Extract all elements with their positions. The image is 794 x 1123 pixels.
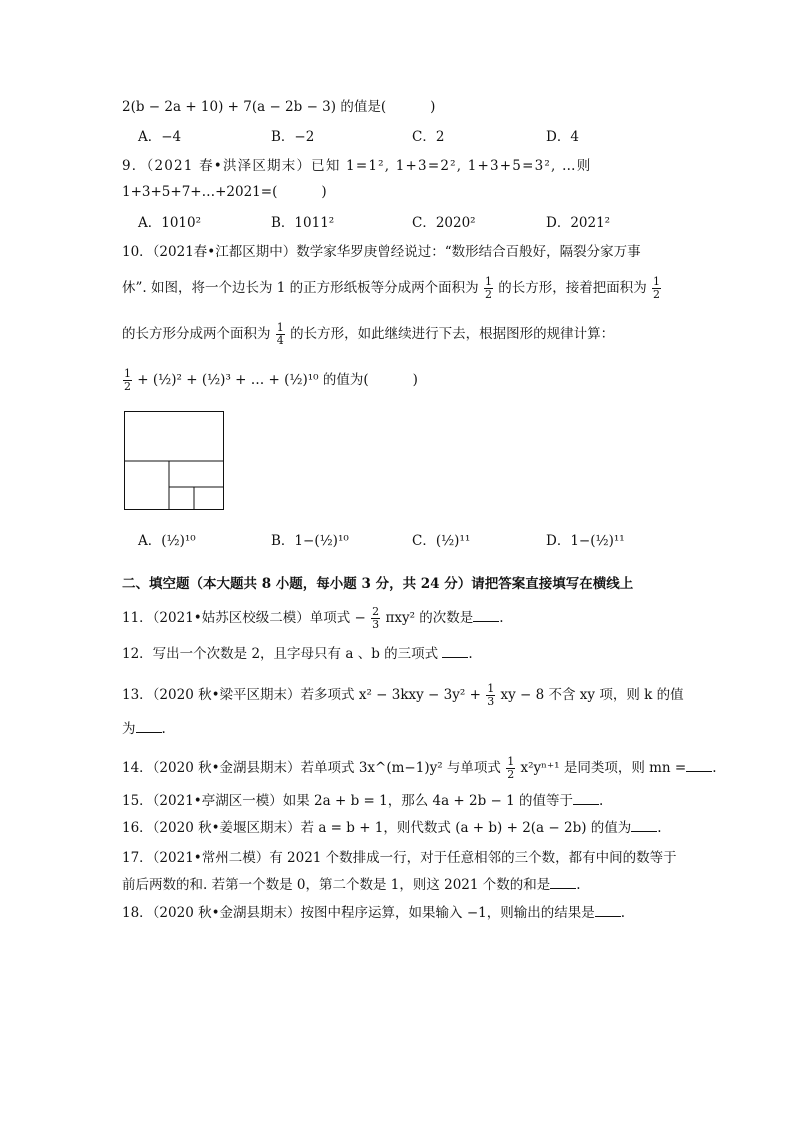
q16: 16．（2020 秋•姜堰区期末）若 a = b + 1，则代数式 (a + b) + 2(a − 2b) 的值为 . — [122, 820, 662, 836]
fraction-half-3: $\frac{1}{2}$ — [124, 367, 131, 393]
q9-option-b[interactable]: B．1011² — [271, 215, 335, 231]
q8-option-b[interactable]: B．−2 — [271, 129, 315, 145]
answer-blank[interactable] — [136, 720, 162, 733]
q14: 14．（2020 秋•金湖县期末）若单项式 3x^(m−1)y² 与单项式 $\frac{1}{2}$ x²yⁿ⁺¹ 是同类项，则 mn = . — [122, 755, 717, 781]
answer-blank[interactable] — [550, 876, 576, 889]
q10-line2: 休”. 如图，将一个边长为 1 的正方形纸板等分成两个面积为 $\frac{1}{2}$ 的长方形，接着把面积为 $\frac{1}{2}$ — [122, 275, 661, 301]
fraction-half: $\frac{1}{2}$ — [484, 275, 492, 301]
answer-blank[interactable] — [442, 645, 468, 658]
q8-stem: 2(b − 2a + 10) + 7(a − 2b − 3) 的值是( ) — [122, 99, 436, 115]
fraction-one-half: $\frac{1}{2}$ — [507, 755, 515, 781]
answer-blank[interactable] — [473, 609, 499, 622]
q13-line2: 为 . — [122, 721, 166, 737]
q17-line2: 前后两数的和. 若第一个数是 0，第二个数是 1，则这 2021 个数的和是 . — [122, 877, 581, 893]
q12: 12．写出一个次数是 2，且字母只有 a 、b 的三项式 . — [122, 646, 473, 662]
q10-line1: 10．（2021春•江都区期中）数学家华罗庚曾经说过：“数形结合百般好，隔裂分家万事 — [122, 244, 641, 260]
answer-blank[interactable] — [686, 759, 712, 772]
fraction-two-thirds: $\frac{2}{3}$ — [372, 605, 380, 631]
fraction-half-2: $\frac{1}{2}$ — [653, 275, 661, 301]
section-heading-fill-in: 二、填空题（本大题共 8 小题，每小题 3 分，共 24 分）请把答案直接填写在横线上 — [122, 576, 634, 592]
q9-option-a[interactable]: A．1010² — [138, 215, 202, 231]
q9-option-c[interactable]: C．2020² — [412, 215, 476, 231]
answer-blank[interactable] — [631, 819, 657, 832]
q8-option-c[interactable]: C．2 — [412, 129, 445, 145]
q10-option-b[interactable]: B．1−(½)¹⁰ — [271, 533, 349, 549]
q10-expression: $\frac{1}{2}$ + (½)² + (½)³ + … + (½)¹⁰ 的值为( ) — [124, 367, 418, 393]
fraction-quarter: $\frac{1}{4}$ — [276, 321, 284, 347]
square-partition-figure — [124, 411, 224, 511]
q11: 11．（2021•姑苏区校级二模）单项式 − $\frac{2}{3}$ πxy² 的次数是 . — [122, 605, 504, 631]
q8-option-d[interactable]: D．4 — [546, 129, 579, 145]
q9-stem: 9．（2021 春•洪泽区期末）已知 1=1², 1+3=2², 1+3+5=3², …则 — [122, 158, 592, 174]
q9-option-d[interactable]: D．2021² — [546, 215, 611, 231]
q9-line2: 1+3+5+7+…+2021=( ) — [122, 184, 327, 200]
q15: 15．（2021•亭湖区一模）如果 2a + b = 1，那么 4a + 2b − 1 的值等于 . — [122, 793, 604, 809]
answer-blank[interactable] — [573, 792, 599, 805]
q13: 13．（2020 秋•梁平区期末）若多项式 x² − 3kxy − 3y² + $\frac{1}{3}$ xy − 8 不含 xy 项，则 k 的值 — [122, 682, 684, 708]
answer-blank[interactable] — [595, 904, 621, 917]
q8-option-a[interactable]: A．−4 — [138, 129, 182, 145]
q10-option-d[interactable]: D．1−(½)¹¹ — [546, 533, 625, 549]
q10-option-a[interactable]: A．(½)¹⁰ — [138, 533, 196, 549]
q10-line3: 的长方形分成两个面积为 $\frac{1}{4}$ 的长方形，如此继续进行下去，根据图形的规律计算： — [122, 321, 615, 347]
fraction-one-third: $\frac{1}{3}$ — [487, 682, 495, 708]
q10-option-c[interactable]: C．(½)¹¹ — [412, 533, 471, 549]
q18: 18．（2020 秋•金湖县期末）按图中程序运算，如果输入 −1，则输出的结果是 . — [122, 905, 626, 921]
q17: 17．（2021•常州二模）有 2021 个数排成一行，对于任意相邻的三个数，都有中间的数等于 — [122, 850, 677, 866]
